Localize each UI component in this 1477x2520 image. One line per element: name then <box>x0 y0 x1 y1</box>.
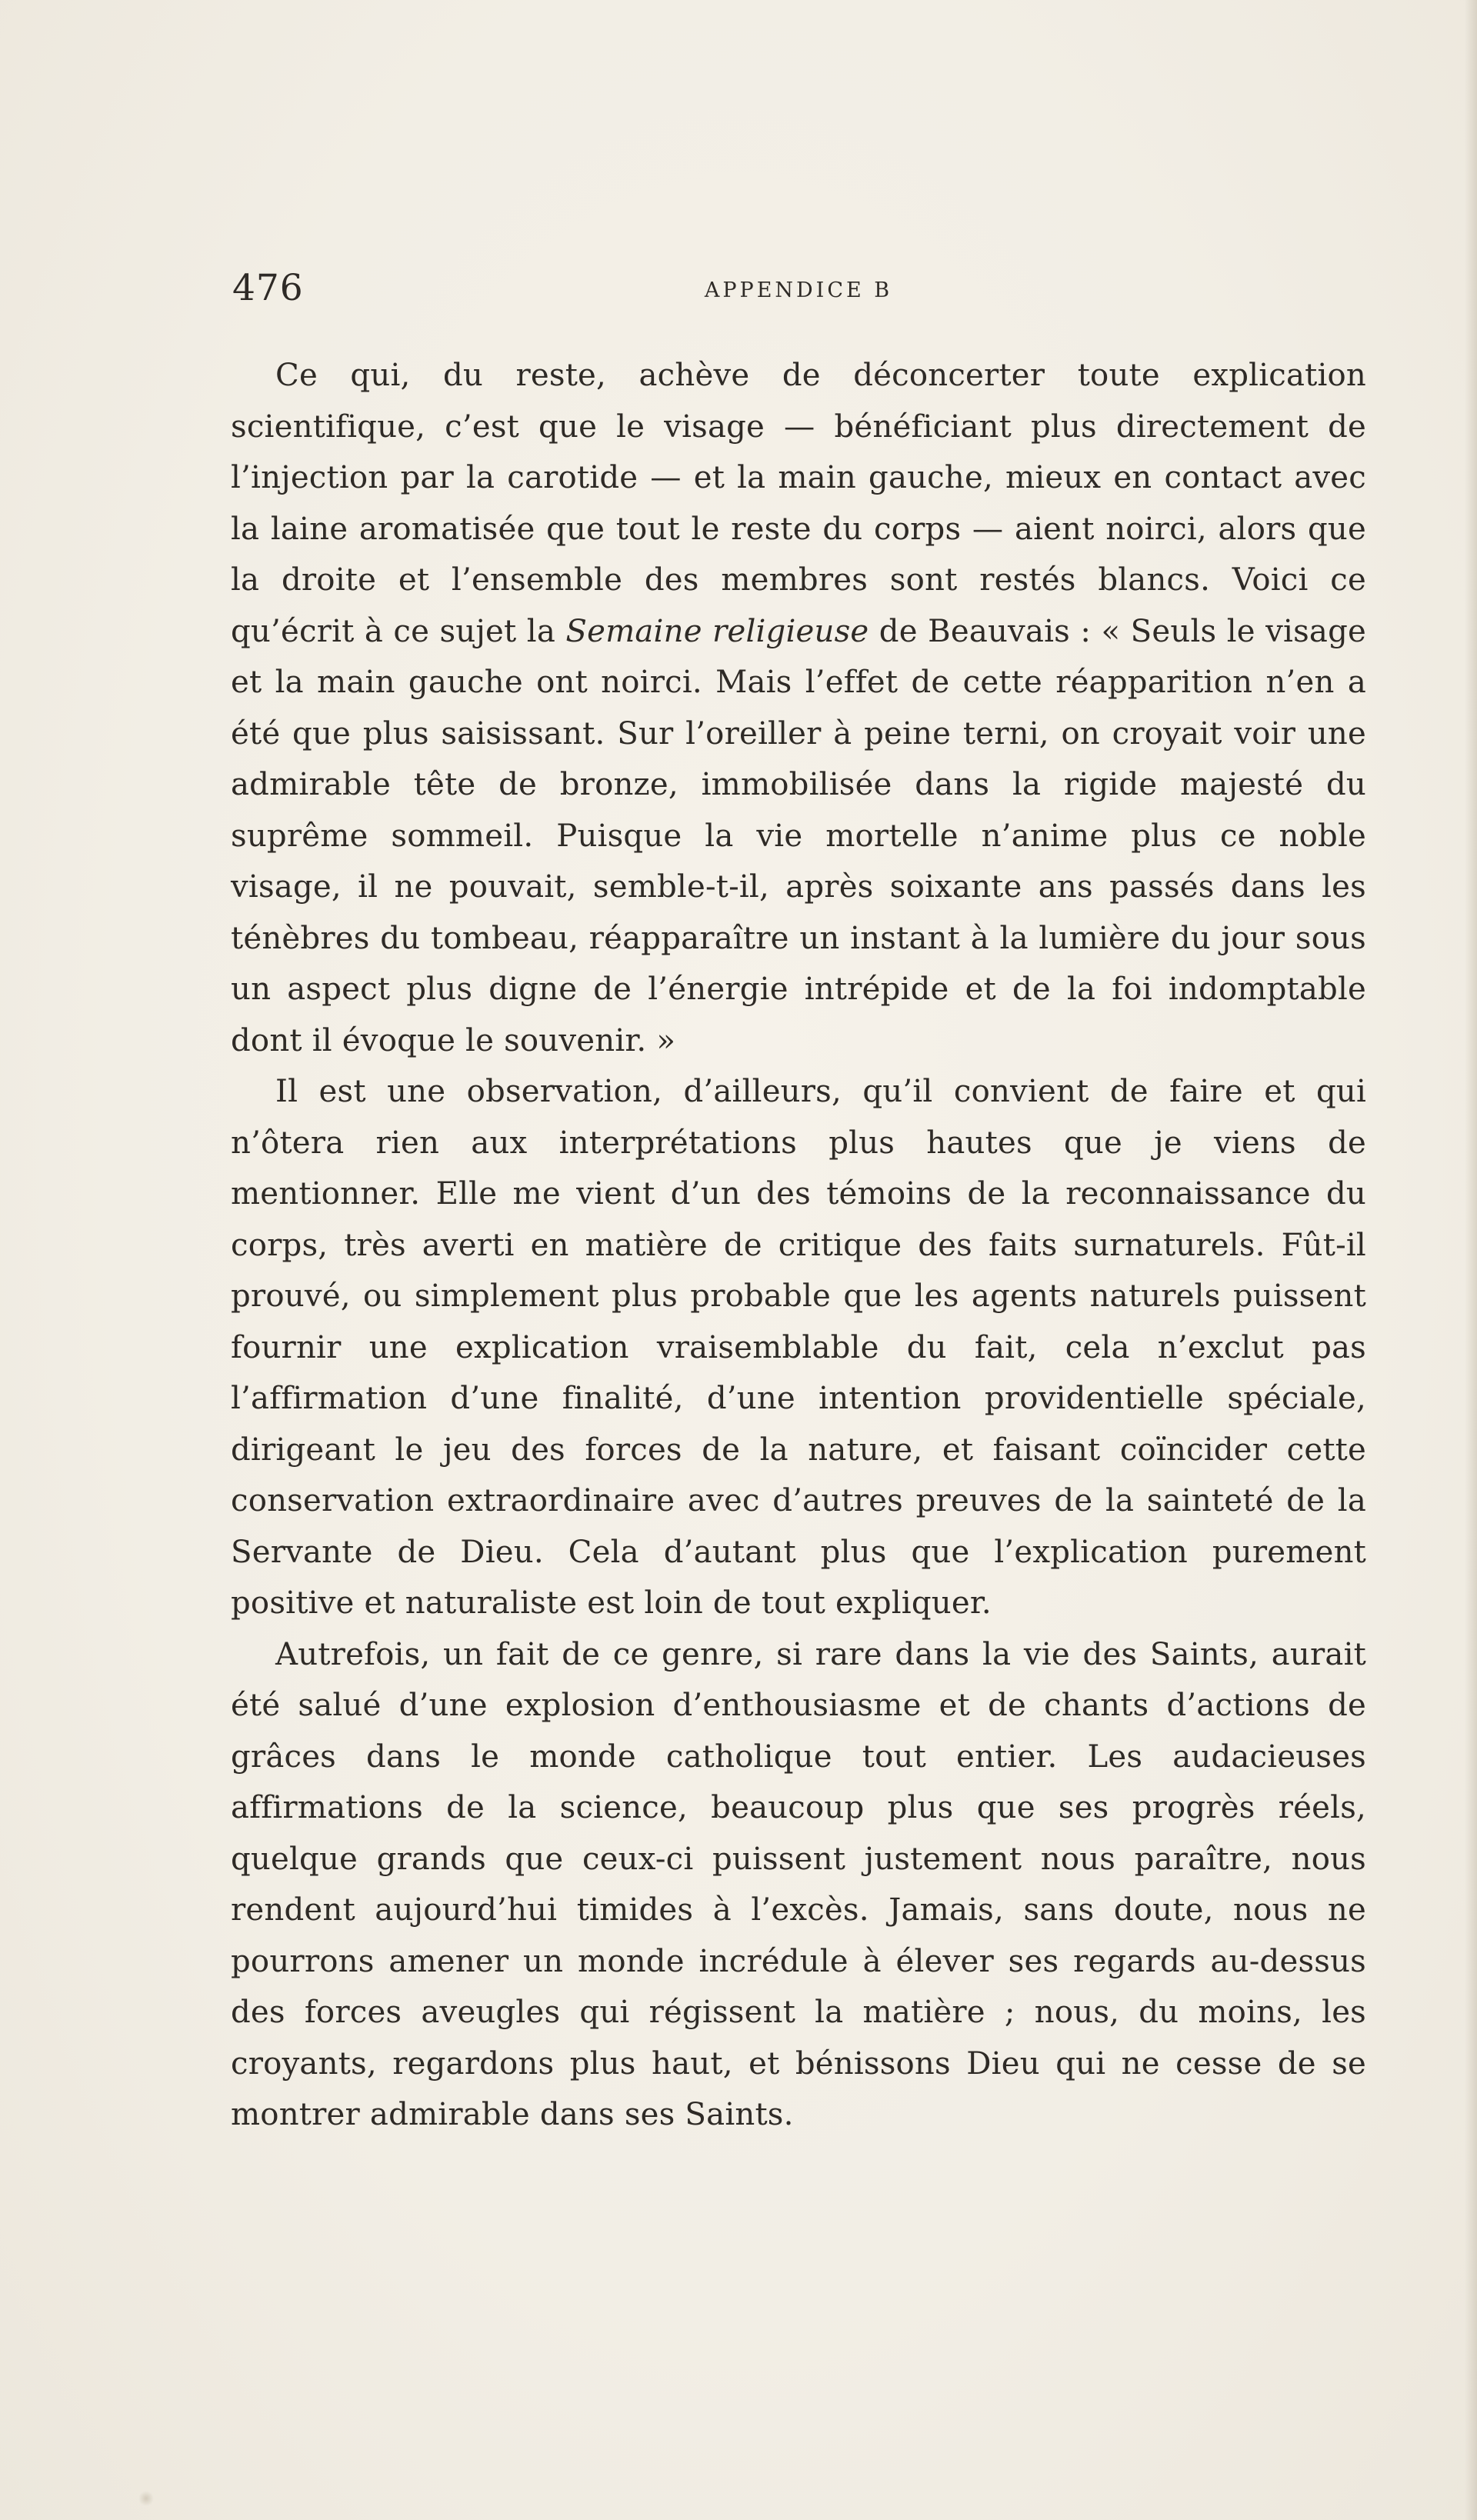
paragraph: Autrefois, un fait de ce genre, si rare dans la vie des Saints, aurait été salué d’une explosion d’enthousiasme et de chants d’actions de grâces dans le monde catholique tout entier. Les audacieuses affirmations de la science, beaucoup plus que ses progrès réels, quelque grands que ceux-ci puissent justement nous paraître, nous rendent aujourd’hui timides à l’excès. Jamais, sans doute, nous ne pourrons amener un monde incrédule à élever ses regards au-dessus des forces aveugles qui régissent la matière ; nous, du moins, les croyants, regardons plus haut, et bénissons Dieu qui ne cesse de se montrer admirable dans ses Saints. <box>231 1636 1366 2132</box>
paragraph <box>231 350 1366 1066</box>
page-header <box>231 265 1366 312</box>
page-number: 476 <box>232 267 304 309</box>
running-title: APPENDICE B <box>704 278 893 302</box>
page-edge-shadow <box>1465 0 1477 2520</box>
body-text <box>231 350 1366 2141</box>
paragraph-text: de Beauvais : « Seuls le visage et la main gauche ont noirci. Mais l’effet de cette réapparition n’en a été que plus saisissant. Sur l’oreiller à peine terni, on croyait voir une admirable tête de bronze, immobilisée dans la rigide majesté du suprême sommeil. Puisque la vie mortelle n’anime plus ce noble visage, il ne pouvait, semble-t-il, après soixante ans passés dans les ténèbres du tombeau, réapparaître un instant à la lumière du jour sous un aspect plus digne de l’énergie intrépide et de la foi indomptable dont il évoque le souvenir. » <box>231 613 1367 1058</box>
paragraph-text: Ce qui, du reste, achève de déconcerter toute explication scientifique, c’est que le visage — bénéficiant plus directement de l’injection par la carotide — et la main gauche, mieux en contact avec la laine aromatisée que tout le reste du corps — aient noirci, alors que la droite et l’ensemble des membres sont restés blancs. Voici ce qu’écrit à ce sujet la <box>231 358 1366 649</box>
italic-title: Semaine religieuse <box>565 613 869 649</box>
paragraph: Il est une observation, d’ailleurs, qu’il convient de faire et qui n’ôtera rien aux interprétations plus hautes que je viens de mentionner. Elle me vient d’un des témoins de la reconnaissance du corps, très averti en matière de critique des faits surnaturels. Fût-il prouvé, ou simplement plus probable que les agents naturels puissent fournir une explication vraisemblable du fait, cela n’exclut pas l’affirmation d’une finalité, d’une intention providentielle spéciale, dirigeant le jeu des forces de la nature, et faisant coïncider cette conservation extraordinaire avec d’autres preuves de la sainteté de la Servante de Dieu. Cela d’autant plus que l’explication purement positive et naturaliste est loin de tout expliquer. <box>231 1074 1366 1621</box>
paper-speck <box>138 2491 154 2506</box>
